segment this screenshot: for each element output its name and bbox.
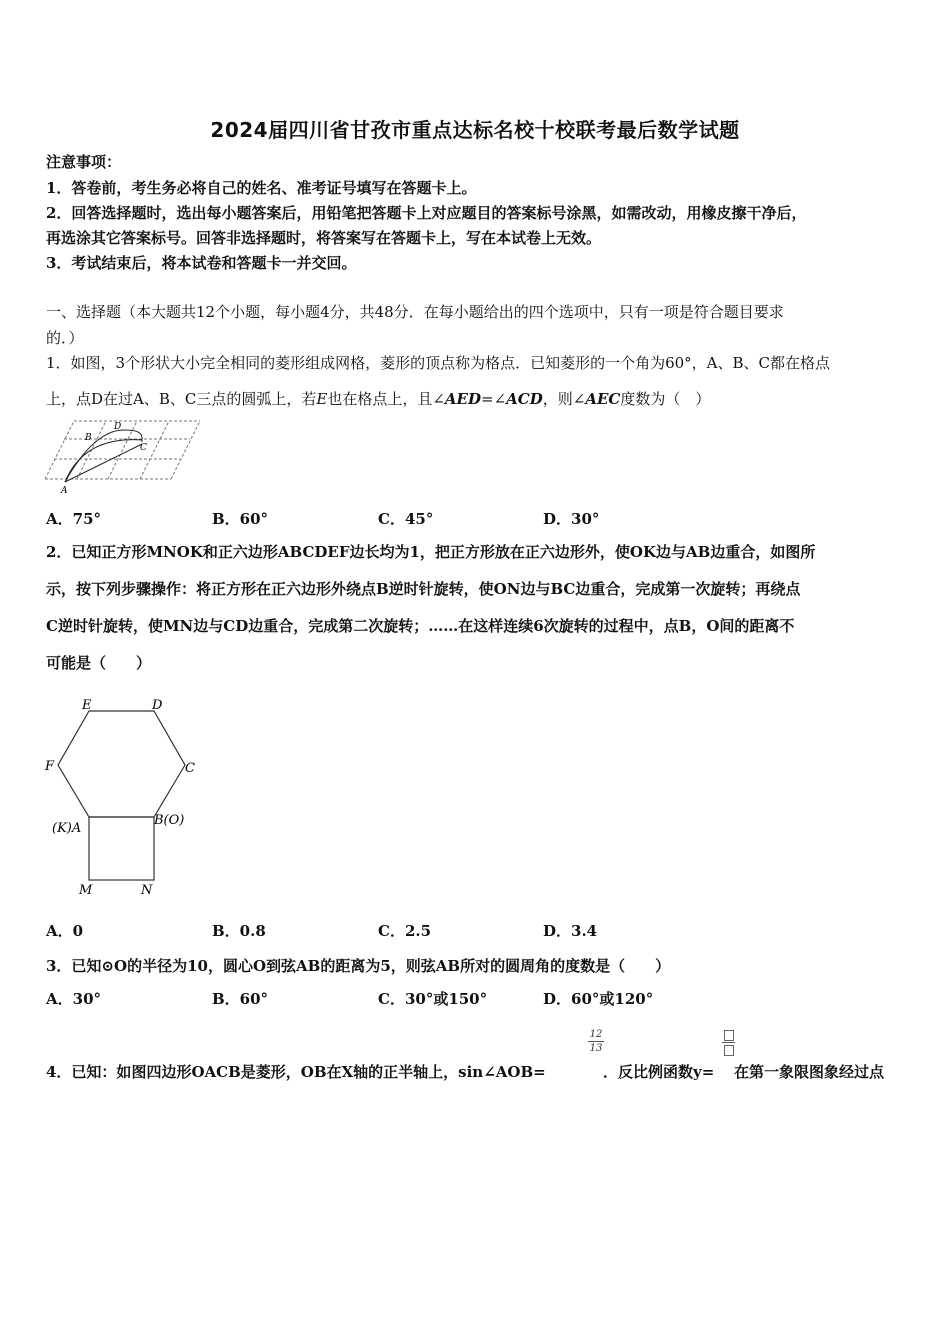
q2-option-d[interactable]: D．3.4 bbox=[543, 922, 598, 940]
q1-option-d[interactable]: D．30° bbox=[543, 510, 600, 528]
q2-label-c: C bbox=[185, 761, 195, 776]
q3-option-b[interactable]: B．60° bbox=[212, 990, 269, 1008]
q4-text-part2: ．反比例函数y= bbox=[603, 1063, 715, 1081]
q4-text-part1: 4．已知：如图四边形OACB是菱形，OB在X轴的正半轴上，sin∠AOB= bbox=[46, 1063, 546, 1081]
q1-rhombus-grid-figure bbox=[44, 418, 204, 494]
q2-option-c[interactable]: C．2.5 bbox=[378, 922, 432, 940]
q4-text-part3: 在第一象限图象经过点 bbox=[734, 1063, 885, 1081]
q4-fraction bbox=[588, 1029, 604, 1054]
notice-item: 2．回答选择题时，选出每小题答案后，用铅笔把答题卡上对应题目的答案标号涂黑，如需改动，用橡皮擦干净后， bbox=[46, 204, 807, 222]
q1-label-c: C bbox=[140, 443, 147, 453]
q2-label-m: M bbox=[79, 883, 93, 898]
q2-label-bo: B(O) bbox=[154, 813, 185, 828]
q4-fraction-numerator: 12 bbox=[589, 1029, 603, 1040]
q2-option-b[interactable]: B．0.8 bbox=[212, 922, 266, 940]
q2-hexagon-square-figure bbox=[42, 692, 202, 902]
notice-item: 再选涂其它答案标号。回答非选择题时，将答案写在答题卡上，写在本试卷上无效。 bbox=[46, 229, 602, 247]
q3-text: 3．已知⊙O的半径为10，圆心O到弦AB的距离为5，则弦AB所对的圆周角的度数是（ ） bbox=[46, 957, 671, 975]
q4-placeholder-box-top bbox=[724, 1030, 734, 1041]
q3-option-d[interactable]: D．60°或120° bbox=[543, 990, 654, 1008]
q2-label-ka: (K)A bbox=[52, 821, 82, 836]
q2-option-a[interactable]: A．0 bbox=[46, 922, 84, 940]
q1-option-b[interactable]: B．60° bbox=[212, 510, 269, 528]
q4-fraction-denominator: 13 bbox=[589, 1043, 603, 1054]
notice-item: 3．考试结束后，将本试卷和答题卡一并交回。 bbox=[46, 254, 357, 272]
q2-text-line4: 可能是（ ） bbox=[46, 654, 152, 672]
section-heading-cont: 的．） bbox=[46, 329, 84, 347]
notice-item: 1．答卷前，考生务必将自己的姓名、准考证号填写在答题卡上。 bbox=[46, 179, 477, 197]
q2-label-e: E bbox=[82, 698, 92, 713]
page-title: 2024届四川省甘孜市重点达标名校十校联考最后数学试题 bbox=[210, 118, 740, 142]
q2-label-d: D bbox=[152, 698, 163, 713]
q1-label-d: D bbox=[114, 422, 122, 432]
q3-option-a[interactable]: A．30° bbox=[46, 990, 102, 1008]
q2-label-f: F bbox=[45, 759, 55, 774]
q1-text-line2: 上，点D在过A、B、C三点的圆弧上，若E也在格点上，且∠AED=∠ACD，则∠AEC度数为（ ） bbox=[46, 390, 711, 408]
q3-option-c[interactable]: C．30°或150° bbox=[378, 990, 488, 1008]
q1-text: 1．如图，3个形状大小完全相同的菱形组成网格，菱形的顶点称为格点．已知菱形的一个角为60°，A、B、C都在格点 bbox=[46, 354, 831, 372]
q1-option-a[interactable]: A．75° bbox=[46, 510, 102, 528]
section-heading: 一、选择题（本大题共12个小题，每小题4分，共48分．在每小题给出的四个选项中，只有一项是符合题目要求 bbox=[46, 303, 784, 321]
q1-option-c[interactable]: C．45° bbox=[378, 510, 434, 528]
q2-label-n: N bbox=[141, 883, 153, 898]
q2-text-line3: C逆时针旋转，使MN边与CD边重合，完成第二次旋转；……在这样连续6次旋转的过程中，点B，O间的距离不 bbox=[46, 617, 795, 635]
q4-placeholder-box-bottom bbox=[724, 1045, 734, 1056]
q1-label-a: A bbox=[61, 486, 68, 494]
q2-text: 2．已知正方形MNOK和正六边形ABCDEF边长均为1，把正方形放在正六边形外，使OK边与AB边重合，如图所 bbox=[46, 543, 816, 561]
q2-text-line2: 示，按下列步骤操作：将正方形在正六边形外绕点B逆时针旋转，使ON边与BC边重合，完成第一次旋转；再绕点 bbox=[46, 580, 801, 598]
notice-heading: 注意事项： bbox=[46, 153, 122, 171]
q4-fraction-bar bbox=[722, 1042, 735, 1043]
q1-label-b: B bbox=[85, 433, 92, 443]
